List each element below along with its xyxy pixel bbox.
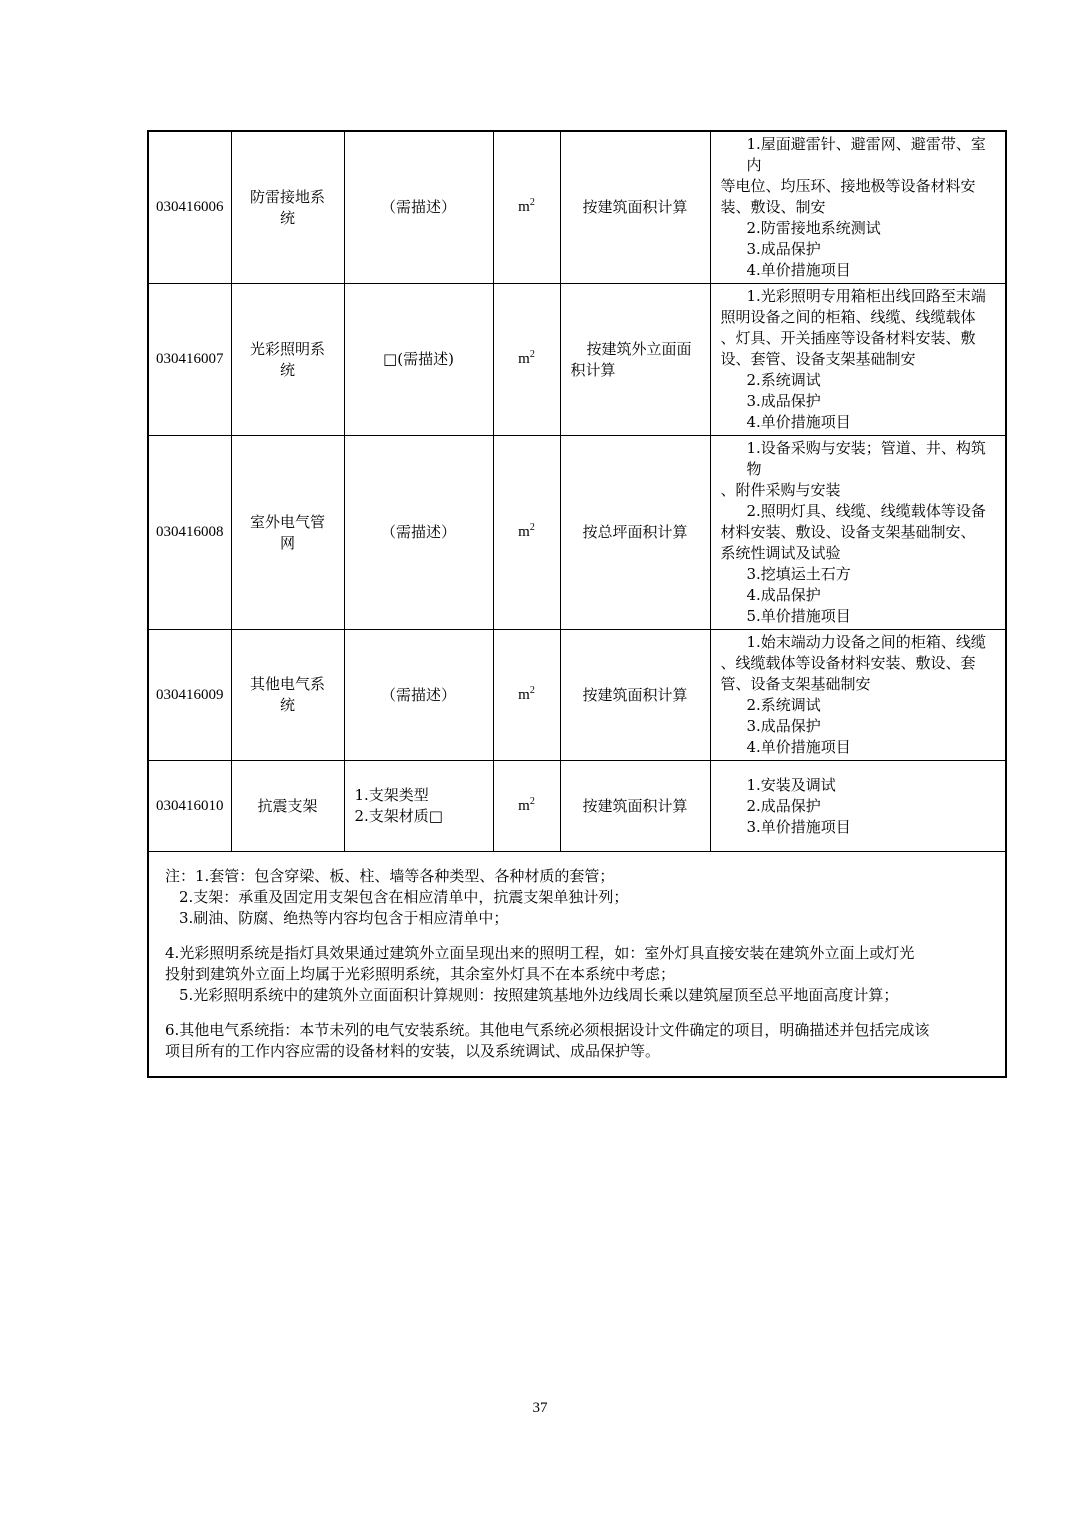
project-code: 030416010 (148, 761, 231, 852)
feature-line: 1.支架类型 (354, 786, 429, 804)
unit (493, 436, 560, 630)
project-feature (344, 436, 493, 630)
page-number: 37 (532, 1400, 548, 1416)
project-name-line: 统 (279, 208, 295, 227)
work-line: 、附件采购与安装 (720, 481, 841, 499)
work-line: 1.设备采购与安装；管道、井、构筑物 (746, 439, 986, 478)
unit (493, 761, 560, 852)
notes-cell (148, 852, 1006, 1078)
project-name (231, 630, 344, 761)
calc-rule (560, 436, 710, 630)
work-line: 、灯具、开关插座等设备材料安装、敷 (720, 329, 976, 347)
table-row (148, 761, 1006, 852)
project-code: 030416006 (148, 131, 231, 284)
work-content (710, 630, 1006, 761)
work-line: 2.成品保护 (746, 796, 821, 815)
project-name-line: 网 (279, 533, 295, 552)
note-4a: 4.光彩照明系统是指灯具效果通过建筑外立面呈现出来的照明工程，如：室外灯具直接安装在建筑外立面上或灯光 (165, 944, 915, 962)
feature-line: □(需描述) (383, 350, 454, 368)
project-name-line: 室外电气管 (249, 512, 325, 531)
work-line: 装、敷设、制安 (720, 198, 826, 216)
project-feature (344, 284, 493, 436)
work-line: 等电位、均压环、接地极等设备材料安 (720, 177, 976, 195)
work-line: 1.安装及调试 (746, 775, 836, 794)
project-code: 030416009 (148, 630, 231, 761)
unit-superscript: 2 (529, 795, 535, 807)
project-name-line: 统 (279, 696, 295, 714)
unit-base: m (518, 797, 530, 814)
work-line: 4.单价措施项目 (746, 738, 851, 756)
work-line: 、线缆载体等设备材料安装、敷设、套 (720, 654, 976, 672)
notes-row (148, 852, 1006, 1078)
work-line: 1.始末端动力设备之间的柜箱、线缆 (746, 633, 986, 651)
work-line: 2.系统调试 (746, 696, 821, 714)
project-name (231, 131, 344, 284)
project-name (231, 436, 344, 630)
note-6a: 6.其他电气系统指：本节未列的电气安装系统。其他电气系统必须根据设计文件确定的项目，明确描述并包括完成该 (165, 1021, 930, 1039)
calc-rule-line: 积计算 (570, 360, 616, 379)
unit (493, 131, 560, 284)
calc-rule (560, 131, 710, 284)
note-spacer (165, 929, 995, 943)
note-4b: 投射到建筑外立面上均属于光彩照明系统，其余室外灯具不在本系统中考虑； (165, 965, 676, 983)
work-content (710, 436, 1006, 630)
table-body (148, 131, 1006, 1077)
calc-rule-line: 按建筑面积计算 (582, 796, 688, 815)
project-name-line: 抗震支架 (257, 796, 318, 815)
project-feature (344, 131, 493, 284)
unit-base: m (518, 524, 530, 540)
work-line: 材料安装、敷设、设备支架基础制安、 (720, 523, 976, 541)
project-name-line: 防雷接地系 (249, 187, 325, 206)
feature-line: 2.支架材质□ (354, 807, 443, 825)
work-line: 系统性调试及试验 (720, 544, 841, 562)
work-line: 1.光彩照明专用箱柜出线回路至末端 (746, 287, 986, 305)
work-line: 3.挖填运土石方 (746, 565, 851, 583)
unit-superscript: 2 (529, 197, 535, 208)
work-line: 3.单价措施项目 (746, 817, 851, 836)
note-5: 5.光彩照明系统中的建筑外立面面积计算规则：按照建筑基地外边线周长乘以建筑屋顶至总平地面高度计算； (179, 986, 899, 1004)
unit-base: m (518, 686, 530, 703)
calc-rule (560, 761, 710, 852)
work-line: 5.单价措施项目 (746, 607, 851, 625)
work-line: 2.照明灯具、线缆、线缆载体等设备 (746, 502, 986, 520)
feature-line: （需描述） (380, 198, 456, 216)
feature-line: （需描述） (380, 685, 456, 704)
calc-rule (560, 630, 710, 761)
calc-rule-line: 按建筑外立面面 (586, 339, 692, 358)
work-line: 2.防雷接地系统测试 (746, 219, 881, 237)
project-feature (344, 761, 493, 852)
unit-superscript: 2 (529, 684, 535, 696)
project-code: 030416008 (148, 436, 231, 630)
note-3: 3.刷油、防腐、绝热等内容均包含于相应清单中； (179, 909, 509, 927)
unit (493, 284, 560, 436)
table-row (148, 284, 1006, 436)
unit-base: m (518, 199, 530, 215)
project-code: 030416007 (148, 284, 231, 436)
calc-rule (560, 284, 710, 436)
work-line: 3.成品保护 (746, 240, 821, 258)
table-row (148, 131, 1006, 284)
calc-rule-line: 按建筑面积计算 (582, 198, 688, 216)
work-line: 4.单价措施项目 (746, 261, 851, 279)
note-6b: 项目所有的工作内容应需的设备材料的安装，以及系统调试、成品保护等。 (165, 1042, 661, 1060)
unit-superscript: 2 (529, 522, 535, 533)
calc-rule-line: 按总坪面积计算 (582, 523, 688, 541)
table-row (148, 436, 1006, 630)
work-line: 照明设备之间的柜箱、线缆、线缆载体 (720, 308, 976, 326)
note-1: 注：1.套管：包含穿梁、板、柱、墙等各种类型、各种材质的套管； (165, 867, 615, 885)
unit-base: m (518, 351, 530, 367)
work-line: 4.单价措施项目 (746, 413, 851, 431)
work-line: 1.屋面避雷针、避雷网、避雷带、室内 (746, 135, 986, 174)
project-name (231, 284, 344, 436)
work-line: 管、设备支架基础制安 (720, 675, 871, 693)
work-line: 设、套管、设备支架基础制安 (720, 350, 916, 368)
project-feature (344, 630, 493, 761)
unit (493, 630, 560, 761)
calc-rule-line: 按建筑面积计算 (582, 685, 688, 704)
feature-line: （需描述） (380, 523, 456, 541)
specification-table (147, 130, 1007, 1078)
work-content (710, 284, 1006, 436)
project-name (231, 761, 344, 852)
project-name-line: 光彩照明系 (249, 339, 325, 358)
work-line: 4.成品保护 (746, 586, 821, 604)
table-row (148, 630, 1006, 761)
unit-superscript: 2 (529, 349, 535, 360)
work-content (710, 761, 1006, 852)
note-2: 2.支架：承重及固定用支架包含在相应清单中，抗震支架单独计列； (179, 888, 629, 906)
project-name-line: 其他电气系 (249, 675, 325, 693)
work-line: 3.成品保护 (746, 392, 821, 410)
note-spacer (165, 1006, 995, 1020)
project-name-line: 统 (279, 360, 295, 379)
work-line: 2.系统调试 (746, 371, 821, 389)
work-content (710, 131, 1006, 284)
work-line: 3.成品保护 (746, 717, 821, 735)
